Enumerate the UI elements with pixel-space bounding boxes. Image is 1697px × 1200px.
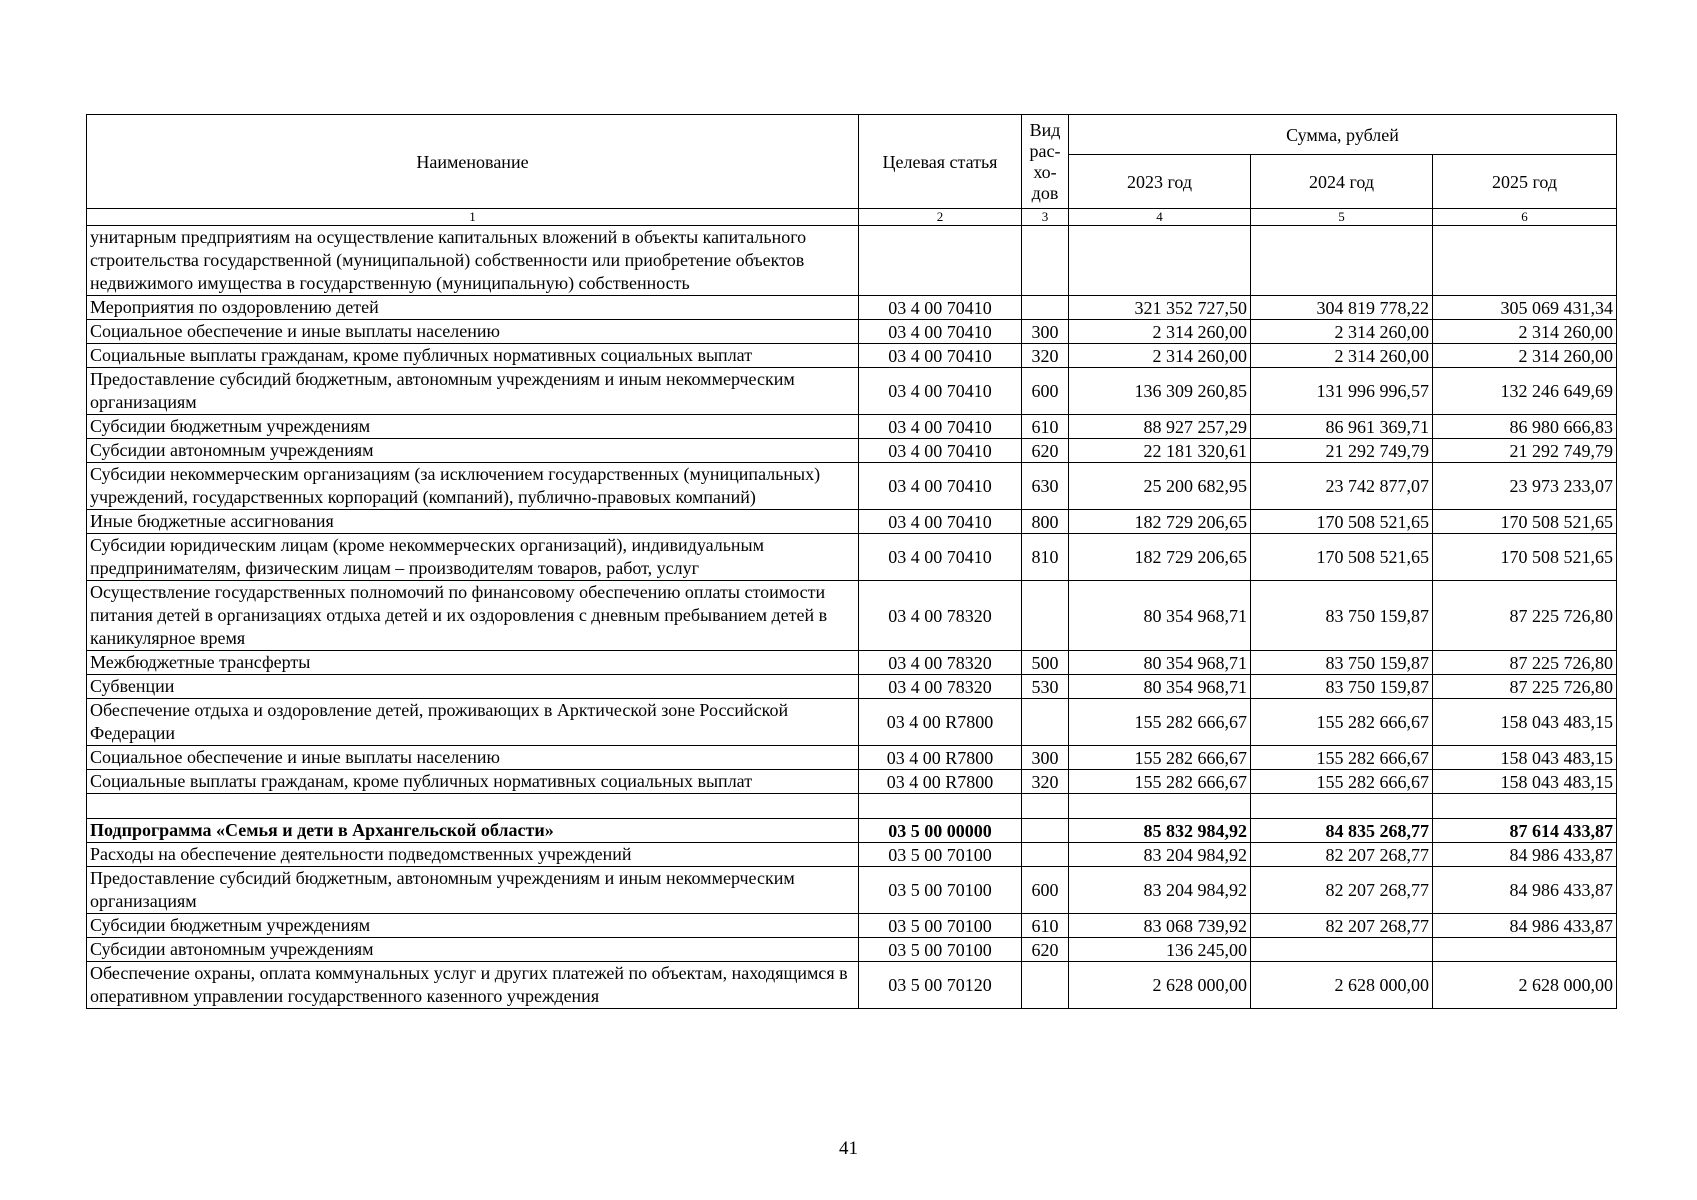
expense-type — [1022, 794, 1069, 819]
table-row — [87, 344, 1617, 368]
amount-2023 — [1069, 226, 1251, 296]
expense-type: 600 — [1022, 867, 1069, 914]
amount-2024 — [1251, 938, 1433, 962]
page-number: 41 — [839, 1138, 858, 1159]
column-number: 1 — [87, 209, 859, 226]
amount-2024: 2 628 000,00 — [1251, 962, 1433, 1009]
amount-2024: 83 750 159,87 — [1251, 651, 1433, 675]
row-name: Социальное обеспечение и иные выплаты населению — [87, 320, 859, 344]
target-article: 03 4 00 70410 — [859, 439, 1022, 463]
amount-2023: 182 729 206,65 — [1069, 510, 1251, 534]
header-sum: Сумма, рублей — [1069, 115, 1617, 155]
target-article: 03 4 00 R7800 — [859, 770, 1022, 794]
amount-2024: 86 961 369,71 — [1251, 415, 1433, 439]
amount-2025 — [1433, 794, 1617, 819]
table-row — [87, 510, 1617, 534]
amount-2023: 85 832 984,92 — [1069, 819, 1251, 843]
row-name: Предоставление субсидий бюджетным, автономным учреждениям и иным некоммерческим организациям — [87, 867, 859, 914]
header-year-2023: 2023 год — [1069, 155, 1251, 209]
column-number: 3 — [1022, 209, 1069, 226]
row-name: Осуществление государственных полномочий по финансовому обеспечению оплаты стоимости питания детей в организациях отдыха детей и их оздоровления с дневным пребыванием детей в каникулярное время — [87, 581, 859, 651]
table-row — [87, 581, 1617, 651]
amount-2024: 23 742 877,07 — [1251, 463, 1433, 510]
target-article: 03 5 00 70100 — [859, 938, 1022, 962]
amount-2025: 84 986 433,87 — [1433, 914, 1617, 938]
amount-2025: 87 225 726,80 — [1433, 581, 1617, 651]
amount-2023: 80 354 968,71 — [1069, 651, 1251, 675]
amount-2023: 2 314 260,00 — [1069, 344, 1251, 368]
amount-2023: 136 245,00 — [1069, 938, 1251, 962]
amount-2025: 87 225 726,80 — [1433, 675, 1617, 699]
table-row — [87, 463, 1617, 510]
amount-2025: 2 314 260,00 — [1433, 344, 1617, 368]
row-name: Обеспечение охраны, оплата коммунальных услуг и других платежей по объектам, находящимся в оперативном управлении государственного казенного учреждения — [87, 962, 859, 1009]
expense-type: 300 — [1022, 320, 1069, 344]
budget-table — [86, 114, 1617, 1009]
table-row — [87, 770, 1617, 794]
expense-type: 600 — [1022, 368, 1069, 415]
target-article: 03 4 00 70410 — [859, 463, 1022, 510]
amount-2023: 83 204 984,92 — [1069, 867, 1251, 914]
amount-2023: 80 354 968,71 — [1069, 581, 1251, 651]
amount-2023 — [1069, 794, 1251, 819]
amount-2024: 131 996 996,57 — [1251, 368, 1433, 415]
amount-2025 — [1433, 938, 1617, 962]
expense-type: 300 — [1022, 746, 1069, 770]
table-row — [87, 867, 1617, 914]
amount-2023: 2 628 000,00 — [1069, 962, 1251, 1009]
amount-2024 — [1251, 226, 1433, 296]
amount-2025: 86 980 666,83 — [1433, 415, 1617, 439]
target-article: 03 4 00 70410 — [859, 510, 1022, 534]
row-name: Субсидии юридическим лицам (кроме некоммерческих организаций), индивидуальным предпринимателям, физическим лицам – производителям товаров, работ, услуг — [87, 534, 859, 581]
row-name: Предоставление субсидий бюджетным, автономным учреждениям и иным некоммерческим организациям — [87, 368, 859, 415]
amount-2025: 87 614 433,87 — [1433, 819, 1617, 843]
target-article: 03 4 00 70410 — [859, 344, 1022, 368]
row-name: Мероприятия по оздоровлению детей — [87, 296, 859, 320]
table-row — [87, 320, 1617, 344]
table-row — [87, 368, 1617, 415]
target-article: 03 4 00 70410 — [859, 320, 1022, 344]
row-name — [87, 794, 859, 819]
target-article: 03 4 00 78320 — [859, 675, 1022, 699]
amount-2023: 155 282 666,67 — [1069, 770, 1251, 794]
amount-2025 — [1433, 226, 1617, 296]
amount-2024: 170 508 521,65 — [1251, 510, 1433, 534]
amount-2024: 155 282 666,67 — [1251, 746, 1433, 770]
amount-2024: 2 314 260,00 — [1251, 344, 1433, 368]
table-body — [87, 226, 1617, 1009]
target-article: 03 4 00 R7800 — [859, 746, 1022, 770]
amount-2024: 2 314 260,00 — [1251, 320, 1433, 344]
amount-2024: 155 282 666,67 — [1251, 699, 1433, 746]
amount-2025: 158 043 483,15 — [1433, 770, 1617, 794]
expense-type — [1022, 296, 1069, 320]
target-article — [859, 794, 1022, 819]
target-article: 03 4 00 70410 — [859, 368, 1022, 415]
table-row — [87, 699, 1617, 746]
expense-type: 320 — [1022, 344, 1069, 368]
amount-2025: 21 292 749,79 — [1433, 439, 1617, 463]
header-target-article: Целевая статья — [859, 115, 1022, 209]
target-article: 03 5 00 70100 — [859, 843, 1022, 867]
target-article: 03 4 00 R7800 — [859, 699, 1022, 746]
row-name: Межбюджетные трансферты — [87, 651, 859, 675]
row-name: Подпрограмма «Семья и дети в Архангельской области» — [87, 819, 859, 843]
amount-2024: 21 292 749,79 — [1251, 439, 1433, 463]
expense-type — [1022, 962, 1069, 1009]
target-article: 03 4 00 70410 — [859, 534, 1022, 581]
column-numbers-row — [87, 209, 1617, 226]
expense-type: 620 — [1022, 439, 1069, 463]
amount-2025: 170 508 521,65 — [1433, 534, 1617, 581]
expense-type: 620 — [1022, 938, 1069, 962]
target-article: 03 5 00 70100 — [859, 867, 1022, 914]
row-name: Субсидии некоммерческим организациям (за исключением государственных (муниципальных) учреждений, государственных корпораций (компаний), публично-правовых компаний) — [87, 463, 859, 510]
amount-2024: 155 282 666,67 — [1251, 770, 1433, 794]
amount-2025: 305 069 431,34 — [1433, 296, 1617, 320]
expense-type: 530 — [1022, 675, 1069, 699]
expense-type: 610 — [1022, 914, 1069, 938]
amount-2023: 321 352 727,50 — [1069, 296, 1251, 320]
table-row — [87, 746, 1617, 770]
amount-2025: 84 986 433,87 — [1433, 843, 1617, 867]
amount-2024: 82 207 268,77 — [1251, 843, 1433, 867]
row-name: Субсидии бюджетным учреждениям — [87, 415, 859, 439]
target-article — [859, 226, 1022, 296]
expense-type — [1022, 581, 1069, 651]
target-article: 03 4 00 78320 — [859, 651, 1022, 675]
column-number: 4 — [1069, 209, 1251, 226]
row-name: Социальное обеспечение и иные выплаты населению — [87, 746, 859, 770]
table-row — [87, 819, 1617, 843]
row-name: Субвенции — [87, 675, 859, 699]
table-row — [87, 675, 1617, 699]
expense-type — [1022, 843, 1069, 867]
amount-2023: 182 729 206,65 — [1069, 534, 1251, 581]
row-name: Социальные выплаты гражданам, кроме публичных нормативных социальных выплат — [87, 770, 859, 794]
amount-2025: 170 508 521,65 — [1433, 510, 1617, 534]
table-row — [87, 439, 1617, 463]
table-row — [87, 794, 1617, 819]
amount-2024: 82 207 268,77 — [1251, 914, 1433, 938]
amount-2023: 80 354 968,71 — [1069, 675, 1251, 699]
column-number: 6 — [1433, 209, 1617, 226]
row-name: Иные бюджетные ассигнования — [87, 510, 859, 534]
target-article: 03 4 00 70410 — [859, 296, 1022, 320]
amount-2024: 84 835 268,77 — [1251, 819, 1433, 843]
table-row — [87, 843, 1617, 867]
table-row — [87, 296, 1617, 320]
expense-type: 500 — [1022, 651, 1069, 675]
amount-2025: 23 973 233,07 — [1433, 463, 1617, 510]
expense-type: 800 — [1022, 510, 1069, 534]
expense-type: 810 — [1022, 534, 1069, 581]
amount-2023: 155 282 666,67 — [1069, 699, 1251, 746]
row-name: Субсидии автономным учреждениям — [87, 439, 859, 463]
table-row — [87, 534, 1617, 581]
row-name: унитарным предприятиям на осуществление капитальных вложений в объекты капитального строительства государственной (муниципальной) собственности или приобретение объектов недвижимого имущества в государственную (муниципальную) собственность — [87, 226, 859, 296]
table-row — [87, 938, 1617, 962]
amount-2025: 2 314 260,00 — [1433, 320, 1617, 344]
amount-2024: 83 750 159,87 — [1251, 581, 1433, 651]
header-year-2025: 2025 год — [1433, 155, 1617, 209]
expense-type: 610 — [1022, 415, 1069, 439]
amount-2023: 136 309 260,85 — [1069, 368, 1251, 415]
amount-2025: 158 043 483,15 — [1433, 699, 1617, 746]
target-article: 03 5 00 00000 — [859, 819, 1022, 843]
amount-2024: 82 207 268,77 — [1251, 867, 1433, 914]
target-article: 03 5 00 70120 — [859, 962, 1022, 1009]
expense-type — [1022, 699, 1069, 746]
header-expense-type: Вид рас-хо-дов — [1022, 115, 1069, 209]
amount-2025: 132 246 649,69 — [1433, 368, 1617, 415]
expense-type: 630 — [1022, 463, 1069, 510]
amount-2025: 87 225 726,80 — [1433, 651, 1617, 675]
expense-type — [1022, 226, 1069, 296]
table-row — [87, 914, 1617, 938]
header-year-2024: 2024 год — [1251, 155, 1433, 209]
amount-2024: 304 819 778,22 — [1251, 296, 1433, 320]
amount-2024 — [1251, 794, 1433, 819]
amount-2023: 83 204 984,92 — [1069, 843, 1251, 867]
amount-2025: 84 986 433,87 — [1433, 867, 1617, 914]
row-name: Субсидии бюджетным учреждениям — [87, 914, 859, 938]
amount-2024: 170 508 521,65 — [1251, 534, 1433, 581]
header-name: Наименование — [87, 115, 859, 209]
amount-2023: 155 282 666,67 — [1069, 746, 1251, 770]
table-row — [87, 226, 1617, 296]
target-article: 03 4 00 78320 — [859, 581, 1022, 651]
amount-2024: 83 750 159,87 — [1251, 675, 1433, 699]
target-article: 03 4 00 70410 — [859, 415, 1022, 439]
table-row — [87, 415, 1617, 439]
expense-type: 320 — [1022, 770, 1069, 794]
table-row — [87, 962, 1617, 1009]
column-number: 5 — [1251, 209, 1433, 226]
amount-2025: 2 628 000,00 — [1433, 962, 1617, 1009]
amount-2023: 2 314 260,00 — [1069, 320, 1251, 344]
amount-2023: 22 181 320,61 — [1069, 439, 1251, 463]
row-name: Субсидии автономным учреждениям — [87, 938, 859, 962]
table-row — [87, 651, 1617, 675]
amount-2023: 83 068 739,92 — [1069, 914, 1251, 938]
expense-type — [1022, 819, 1069, 843]
row-name: Обеспечение отдыха и оздоровление детей, проживающих в Арктической зоне Российской Федерации — [87, 699, 859, 746]
amount-2023: 25 200 682,95 — [1069, 463, 1251, 510]
target-article: 03 5 00 70100 — [859, 914, 1022, 938]
amount-2025: 158 043 483,15 — [1433, 746, 1617, 770]
row-name: Социальные выплаты гражданам, кроме публичных нормативных социальных выплат — [87, 344, 859, 368]
row-name: Расходы на обеспечение деятельности подведомственных учреждений — [87, 843, 859, 867]
column-number: 2 — [859, 209, 1022, 226]
amount-2023: 88 927 257,29 — [1069, 415, 1251, 439]
